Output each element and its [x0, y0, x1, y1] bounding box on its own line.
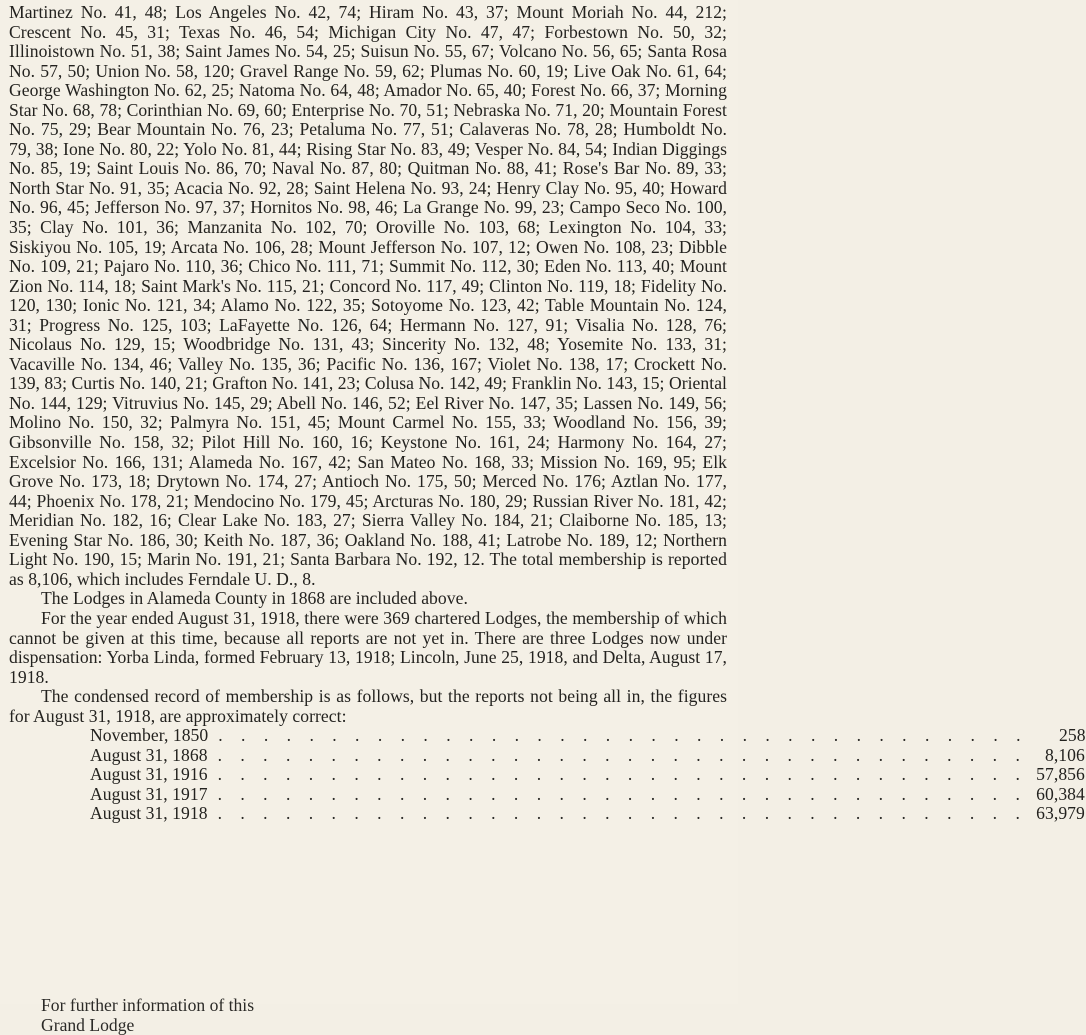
chartered-lodges-paragraph: For the year ended August 31, 1918, there were 369 chartered Lodges, the membership of which cannot be given at this time, because all reports are not yet in. There are three Lodges now under dispensation: Yorba Linda, formed February 13, 1918; Lincoln, June 25, 1918, and Delta, August 17, 1918. [9, 607, 727, 687]
table-row [9, 764, 1085, 785]
table-row [9, 783, 1085, 805]
record-date: August 31, 1917 [90, 783, 208, 804]
record-date: August 31, 1916 [90, 764, 208, 785]
cut-off-next-line [41, 995, 291, 1035]
record-count: 63,979 [1036, 803, 1085, 824]
record-count: 60,384 [1036, 783, 1085, 804]
membership-record-table [9, 725, 1086, 824]
condensed-record-intro: The condensed record of membership is as follows, but the reports not being all in, the figures for August 31, 1918, are approximately correct: [9, 686, 727, 726]
table-row [9, 725, 1086, 746]
record-count: 57,856 [1036, 764, 1085, 785]
table-row [9, 744, 1085, 766]
alameda-note-paragraph: The Lodges in Alameda County in 1868 are included above. [41, 588, 468, 609]
record-date: November, 1850 [90, 725, 209, 746]
dot-leader: . . . . . . . . . . . . . . . . . . . . . . . . . . . . . . . . . . . . [217, 783, 1027, 804]
dot-leader: . . . . . . . . . . . . . . . . . . . . . . . . . . . . . . . . . . . . [217, 764, 1027, 785]
dot-leader: . . . . . . . . . . . . . . . . . . . . . . . . . . . . . . . . . . . . [217, 744, 1027, 765]
dot-leader: . . . . . . . . . . . . . . . . . . . . . . . . . . . . . . . . . . . . [217, 803, 1027, 824]
record-count: 258 [1059, 725, 1086, 746]
dot-leader: . . . . . . . . . . . . . . . . . . . . . . . . . . . . . . . . . . . . [218, 725, 1028, 746]
lodge-list-paragraph: Martinez No. 41, 48; Los Angeles No. 42, 74; Hiram No. 43, 37; Mount Moriah No. 44, 212; Crescent No. 45, 31; Texas No. 46, 54; Michigan City No. 47, 47; Forbestown No. 50, 32; Illinoistown No. 51, 38; Saint James No. 54, 25; Suisun No. 55, 67; Volcano No. 56, 65; Santa Rosa No. 57, 50; Union No. 58, 120; Gravel Range No. 59, 62; Plumas No. 60, 19; Live Oak No. 61, 64; George Washington No. 62, 25; Natoma No. 64, 48; Amador No. 65, 40; Forest No. 66, 37; Morning Star No. 68, 78; Corinthian No. 69, 60; Enterprise No. 70, 51; Nebraska No. 71, 20; Mountain Forest No. 75, 29; Bear Mountain No. 76, 23; Petaluma No. 77, 51; Calaveras No. 78, 28; Humboldt No. 79, 38; Ione No. 80, 22; Yolo No. 81, 44; Rising Star No. 83, 49; Vesper No. 84, 54; Indian Diggings No. 85, 19; Saint Louis No. 86, 70; Naval No. 87, 80; Quitman No. 88, 41; Rose's Bar No. 89, 33; North Star No. 91, 35; Acacia No. 92, 28; Saint Helena No. 93, 24; Henry Clay No. 95, 40; Howard No. 96, 45; Jefferson No. 97, 37; Hornitos No. 98, 46; La Grange No. 99, 23; Campo Seco No. 100, 35; Clay No. 101, 36; Manzanita No. 102, 70; Oroville No. 103, 68; Lexington No. 104, 33; Siskiyou No. 105, 19; Arcata No. 106, 28; Mount Jefferson No. 107, 12; Owen No. 108, 23; Dibble No. 109, 21; Pajaro No. 110, 36; Chico No. 111, 71; Summit No. 112, 30; Eden No. 113, 40; Mount Zion No. 114, 18; Saint Mark's No. 115, 21; Concord No. 117, 49; Clinton No. 119, 18; Fidelity No. 120, 130; Ionic No. 121, 34; Alamo No. 122, 35; Sotoyome No. 123, 42; Table Mountain No. 124, 31; Progress No. 125, 103; LaFayette No. 126, 64; Hermann No. 127, 91; Visalia No. 128, 76; Nicolaus No. 129, 15; Woodbridge No. 131, 43; Sincerity No. 132, 48; Yosemite No. 133, 31; Vacaville No. 134, 46; Valley No. 135, 36; Pacific No. 136, 167; Violet No. 138, 17; Crockett No. 139, 83; Curtis No. 140, 21; Grafton No. 141, 23; Colusa No. 142, 49; Franklin No. 143, 15; Oriental No. 144, 129; Vitruvius No. 145, 29; Abell No. 146, 52; Eel River No. 147, 35; Lassen No. 149, 56; Molino No. 150, 32; Palmyra No. 151, 45; Mount Carmel No. 155, 33; Woodland No. 156, 39; Gibsonville No. 158, 32; Pilot Hill No. 160, 16; Keystone No. 161, 24; Harmony No. 164, 27; Excelsior No. 166, 131; Alameda No. 167, 42; San Mateo No. 168, 33; Mission No. 169, 95; Elk Grove No. 173, 18; Drytown No. 174, 27; Antioch No. 175, 50; Merced No. 176; Aztlan No. 177, 44; Phoenix No. 178, 21; Mendocino No. 179, 45; Arcturas No. 180, 29; Russian River No. 181, 42; Meridian No. 182, 16; Clear Lake No. 183, 27; Sierra Valley No. 184, 21; Claiborne No. 185, 13; Evening Star No. 186, 30; Keith No. 187, 36; Oakland No. 188, 41; Latrobe No. 189, 12; Northern Light No. 190, 15; Marin No. 191, 21; Santa Barbara No. 192, 12. The total membership is reported as 8,106, which includes Ferndale U. D., 8. [9, 2, 727, 589]
table-row [9, 803, 1085, 824]
cut-off-text: For further information of this Grand Lodge [41, 995, 255, 1035]
record-count: 8,106 [1045, 744, 1085, 765]
page-text-block [9, 2, 1086, 824]
record-date: August 31, 1918 [90, 803, 208, 824]
record-date: August 31, 1868 [90, 744, 208, 765]
